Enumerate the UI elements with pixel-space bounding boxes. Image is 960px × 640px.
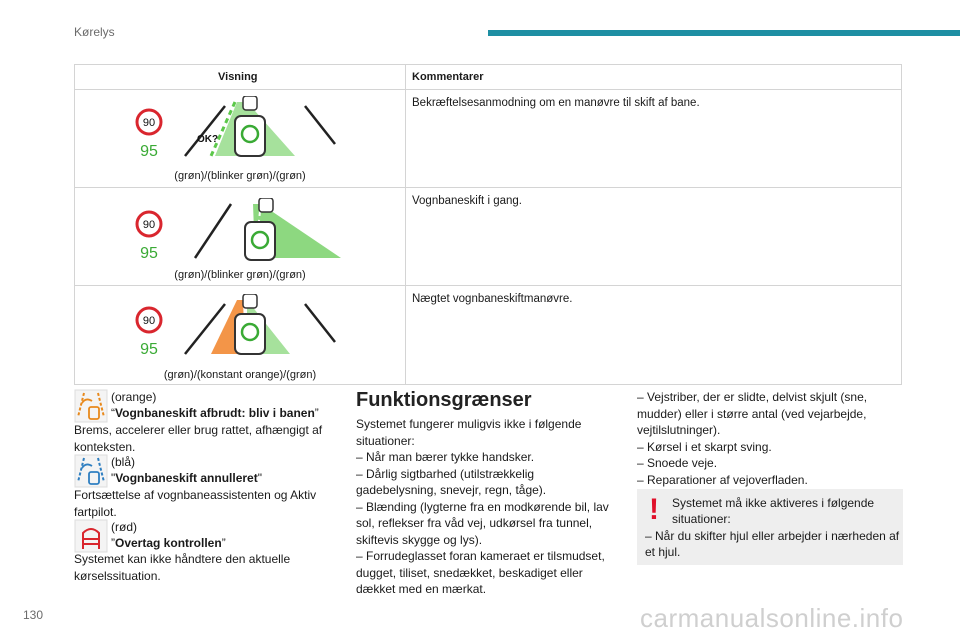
current-speed-value: 95 (140, 341, 158, 358)
indicator-color-label: (blå) (111, 455, 136, 469)
lane-assist-blue-icon (74, 454, 108, 488)
lane-change-refused-illustration (135, 294, 345, 364)
row-comment: Bekræftelsesanmodning om en manøvre til skift af bane. (412, 97, 700, 109)
indicator-body: Systemet kan ikke håndtere den aktuelle kørselssituation. (74, 552, 291, 583)
warning-item: – Når du skifter hjul eller arbejder i nærheden af et hjul. (645, 529, 900, 559)
header-section-title: Kørelys (74, 25, 115, 39)
row-comment: Vognbaneskift i gang. (412, 195, 522, 207)
row-caption: (grøn)/(blinker grøn)/(grøn) (174, 170, 306, 182)
table-row (75, 285, 901, 386)
list-item: – Snoede veje. (637, 456, 718, 470)
current-speed-value: 95 (140, 245, 158, 262)
list-item: – Blænding (lygterne fra en modkørende bil, lav sol, reflekser fra våd vej, udkørsel fra tunnel, skiftevis skygge og lys). (356, 499, 609, 547)
indicator-color-label: (orange) (111, 390, 157, 404)
list-item: – Kørsel i et skarpt sving. (637, 439, 772, 454)
limits-column-right (637, 389, 903, 488)
table-row (75, 89, 901, 187)
section-heading: Funktionsgrænser (356, 389, 532, 411)
list-item: – Vejstriber, der er slidte, delvist skjult (sne, mudder) eller i større antal (ved vejarbejde, vejtilslutninger). (637, 390, 868, 437)
row-caption: (grøn)/(blinker grøn)/(grøn) (174, 269, 306, 281)
indicator-color-label: (rød) (111, 520, 137, 534)
lane-change-active-illustration (135, 198, 345, 268)
ok-question-label: OK? (197, 134, 219, 145)
take-control-red-icon (74, 519, 108, 553)
speed-limit-value: 90 (142, 219, 156, 231)
indicator-body: Brems, accelerer eller brug rattet, afhængigt af konteksten. (74, 423, 323, 454)
lane-assist-orange-icon (74, 389, 108, 423)
lane-change-confirm-illustration (135, 96, 345, 166)
list-item: – Når man bærer tykke handsker. (356, 450, 535, 464)
page-number: 130 (23, 608, 44, 622)
table-header-comment: Kommentarer (412, 71, 484, 83)
header-accent-bar (488, 30, 960, 36)
limits-column-left (356, 416, 618, 598)
current-speed-value: 95 (140, 143, 158, 160)
warning-text: Systemet må ikke aktiveres i følgende situationer: (672, 496, 875, 526)
display-table (74, 64, 902, 385)
warning-icon: ! (649, 493, 659, 526)
indicator-title: "Vognbaneskift annulleret" (111, 471, 262, 485)
list-item: – Reparationer af vejoverfladen. (637, 472, 808, 487)
speed-limit-value: 90 (142, 117, 156, 129)
watermark: carmanualsonline.info (640, 603, 904, 633)
warning-box (637, 489, 903, 565)
limits-intro: Systemet fungerer muligvis ikke i følgende situationer: (356, 417, 582, 448)
indicator-title: ”Overtag kontrollen” (111, 536, 226, 550)
list-item: – Forrudeglasset foran kameraet er tilsmudset, dugget, tiliset, snedækket, beskadiget eller dækket med en mærkat. (356, 549, 605, 596)
row-comment: Nægtet vognbaneskiftmanøvre. (412, 293, 573, 305)
indicator-body: Fortsættelse af vognbaneassistenten og Aktiv fartpilot. (74, 488, 317, 519)
indicator-title: “Vognbaneskift afbrudt: bliv i banen” (111, 406, 319, 420)
row-caption: (grøn)/(konstant orange)/(grøn) (163, 369, 317, 381)
list-item: – Dårlig sigtbarhed (utilstrækkelig gadebelysning, snevejr, regn, tåge). (356, 466, 547, 497)
speed-limit-value: 90 (142, 315, 156, 327)
table-header-display: Visning (218, 71, 258, 83)
table-row (75, 187, 901, 285)
